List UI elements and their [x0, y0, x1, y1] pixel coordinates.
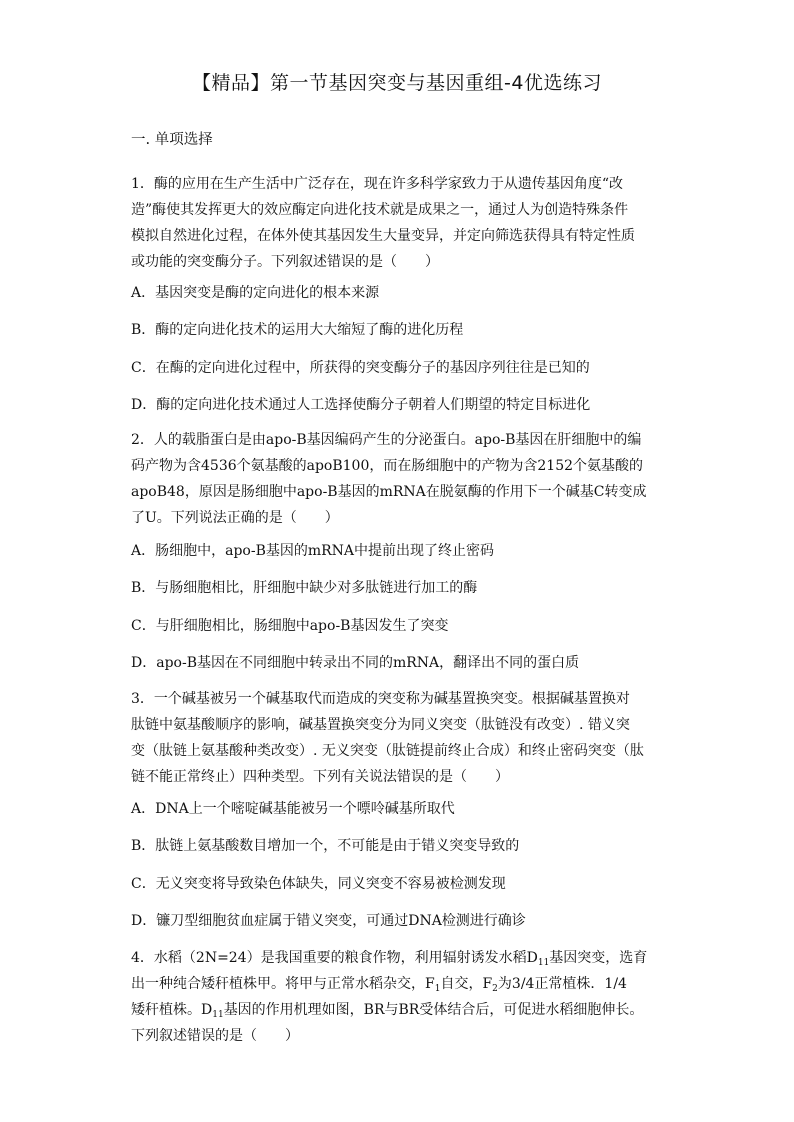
question-3-stem — [131, 686, 663, 790]
question-4-line — [131, 997, 663, 1023]
subscript: 11 — [537, 958, 550, 968]
question-1-option-d: D．酶的定向进化技术通过人工选择使酶分子朝着人们期望的特定目标进化 — [131, 397, 591, 413]
question-1-option-a: A．基因突变是酶的定向进化的根本来源 — [131, 285, 380, 301]
subscript: 2 — [492, 984, 498, 994]
question-2-line: 2．人的载脂蛋白是由apo-B基因编码产生的分泌蛋白。apo-B基因在肝细胞中的编 — [131, 432, 642, 448]
question-1-option-c: C．在酶的定向进化过程中，所获得的突变酶分子的基因序列往往是已知的 — [131, 360, 590, 376]
question-1-line: 造”酶使其发挥更大的效应酶定向进化技术就是成果之一，通过人为创造特殊条件 — [131, 202, 629, 218]
question-2-line: 了U。下列说法正确的是（ ） — [131, 510, 339, 526]
question-4-text: 基因的作用机理如图，BR与BR受体结合后，可促进水稻细胞伸长。 — [223, 1002, 644, 1018]
question-4-text: 4．水稻（2N=24）是我国重要的粮食作物，利用辐射诱发水稻D — [131, 950, 538, 966]
question-3-option-d: D．镰刀型细胞贫血症属于错义突变，可通过DNA检测进行确诊 — [131, 913, 526, 929]
question-3-line: 链不能正常终止）四种类型。下列有关说法错误的是（ ） — [131, 769, 509, 785]
subscript: 11 — [212, 1010, 224, 1020]
question-4-text: 为3/4正常植株．1/4 — [497, 976, 627, 992]
question-1-line: 或功能的突变酶分子。下列叙述错误的是（ ） — [131, 254, 439, 270]
question-4-text: 出一种纯合矮秆植株甲。将甲与正常水稻杂交，F — [131, 976, 435, 992]
question-1-stem — [131, 171, 663, 275]
document-title: 【精品】第一节基因突变与基因重组-4优选练习 — [192, 72, 602, 94]
question-4-line — [131, 945, 663, 971]
question-4-line: 下列叙述错误的是（ ） — [131, 1028, 299, 1044]
question-2-option-d: D．apo-B基因在不同细胞中转录出不同的mRNA，翻译出不同的蛋白质 — [131, 655, 580, 671]
question-3-line: 变（肽链上氨基酸种类改变）. 无义突变（肽链提前终止合成）和终止密码突变（肽 — [131, 743, 644, 759]
question-4-text: 自交，F — [440, 976, 493, 992]
question-2-line: 码产物为含4536个氨基酸的apoB100，而在肠细胞中的产物为含2152个氨基酸的 — [131, 458, 644, 474]
question-2-option-a: A．肠细胞中，apo-B基因的mRNA中提前出现了终止密码 — [131, 543, 495, 559]
question-3-line: 肽链中氨基酸顺序的影响，碱基置换突变分为同义突变（肽链没有改变）. 错义突 — [131, 717, 630, 733]
question-3-option-a: A．DNA上一个嘧啶碱基能被另一个嘌呤碱基所取代 — [131, 801, 455, 817]
question-3-option-c: C．无义突变将导致染色体缺失，同义突变不容易被检测发现 — [131, 876, 506, 892]
question-3-option-b: B．肽链上氨基酸数目增加一个，不可能是由于错义突变导致的 — [131, 838, 520, 854]
question-4-text: 矮秆植株。D — [131, 1002, 213, 1018]
question-2-stem — [131, 427, 663, 531]
question-1-line: 1．酶的应用在生产生活中广泛存在，现在许多科学家致力于从遗传基因角度“改 — [131, 176, 624, 192]
question-2-option-b: B．与肠细胞相比，肝细胞中缺少对多肽链进行加工的酶 — [131, 580, 478, 596]
question-1-option-b: B．酶的定向进化技术的运用大大缩短了酶的进化历程 — [131, 322, 464, 338]
subscript: 1 — [434, 984, 441, 994]
question-4-stem — [131, 945, 663, 1049]
question-2-line: apoB48，原因是肠细胞中apo-B基因的mRNA在脱氨酶的作用下一个碱基C转变成 — [131, 484, 647, 500]
question-3-line: 3．一个碱基被另一个碱基取代而造成的突变称为碱基置换突变。根据碱基置换对 — [131, 691, 630, 707]
question-4-line — [131, 971, 663, 997]
section-heading: 一. 单项选择 — [131, 132, 213, 148]
question-2-option-c: C．与肝细胞相比，肠细胞中apo-B基因发生了突变 — [131, 618, 449, 634]
question-1-line: 模拟自然进化过程，在体外使其基因发生大量变异，并定向筛选获得具有特定性质 — [131, 228, 635, 244]
question-4-text: 基因突变，选育 — [549, 950, 648, 966]
